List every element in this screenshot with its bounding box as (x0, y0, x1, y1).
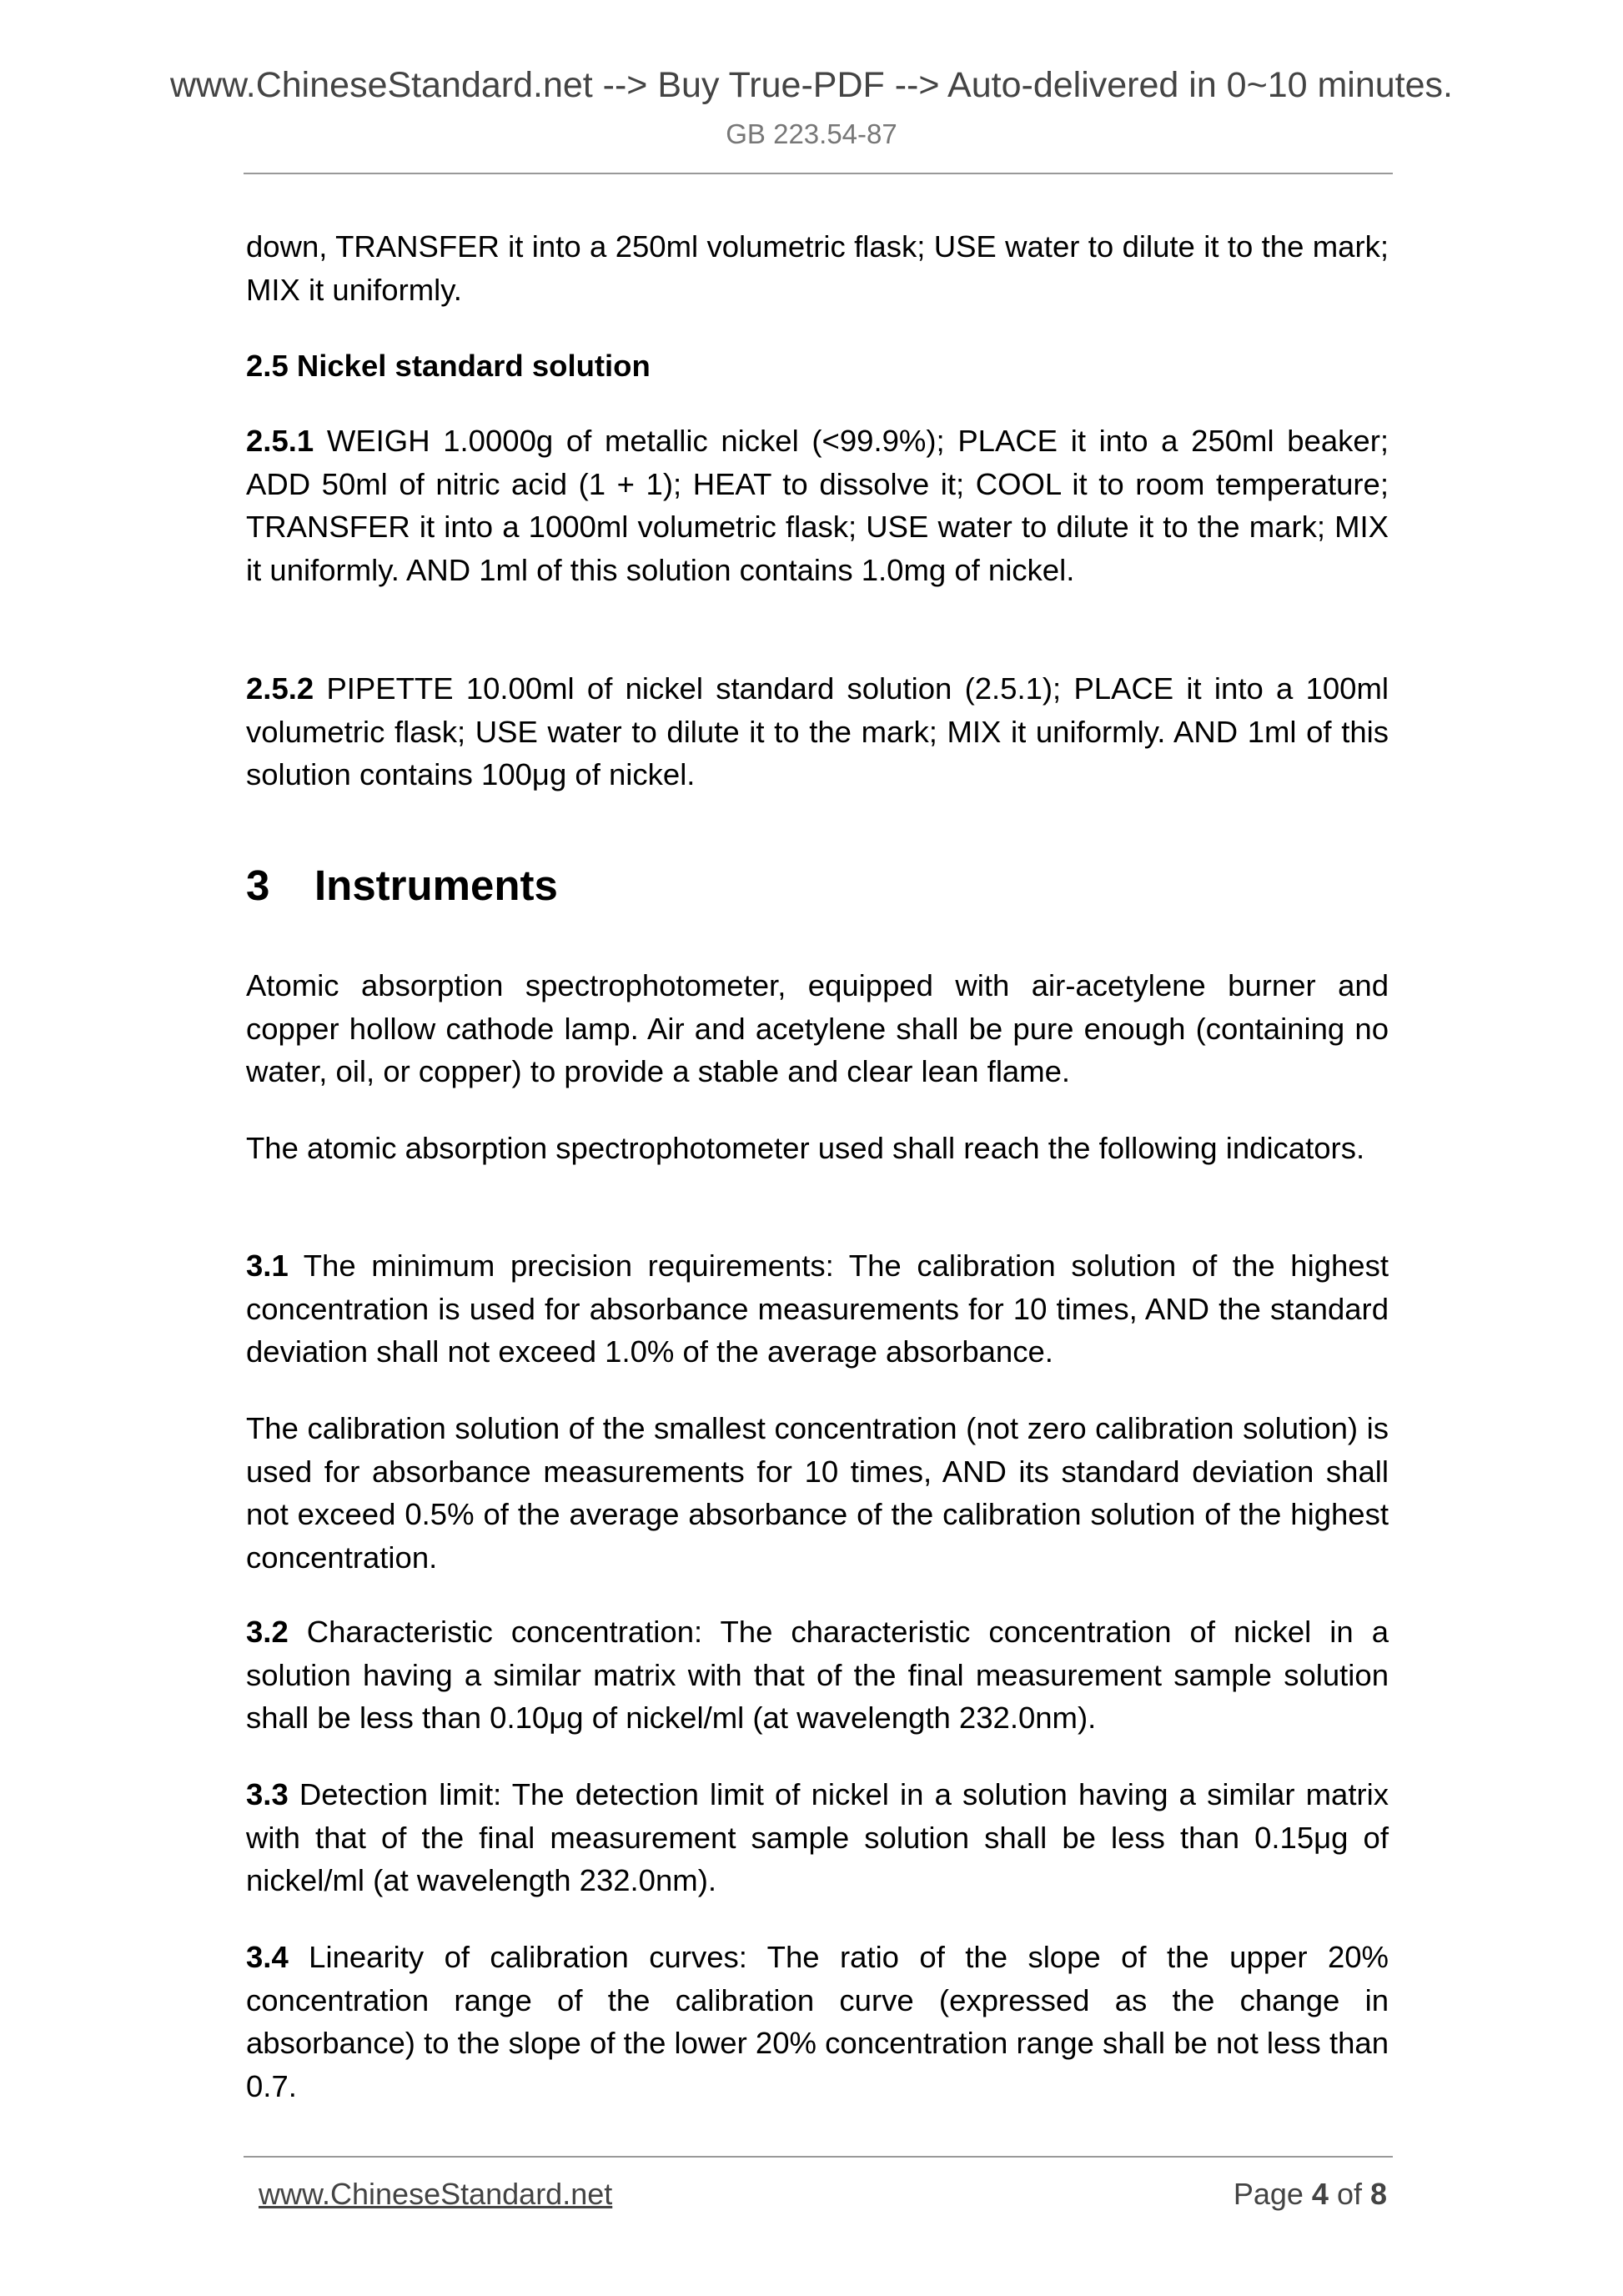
header-banner: www.ChineseStandard.net --> Buy True-PDF --> Auto-delivered in 0~10 minutes. (169, 65, 1453, 105)
clause-number: 2.5.1 (246, 424, 314, 458)
clause-number: 3.1 (246, 1248, 289, 1283)
paragraph-3-4 (246, 1936, 1389, 2108)
clause-number: 2.5.2 (246, 671, 314, 706)
page-prefix: Page (1233, 2177, 1312, 2211)
footer-site-link[interactable]: www.ChineseStandard.net (259, 2177, 613, 2211)
clause-text: Detection limit: The detection limit of nickel in a solution having a similar matrix with that of the final measurement sample solution shall be less than 0.15μg of nickel/ml (at wavelength 232.0nm). (246, 1777, 1389, 1897)
heading-2-5: 2.5 Nickel standard solution (246, 349, 651, 383)
page-number (1234, 2177, 1387, 2212)
paragraph-3-3 (246, 1773, 1389, 1902)
paragraph-indicators: The atomic absorption spectrophotometer used shall reach the following indicators. (246, 1131, 1365, 1165)
footer-divider (244, 2156, 1393, 2158)
clause-text: Characteristic concentration: The characteristic concentration of nickel in a solution having a similar matrix with that of the final measurement sample solution shall be less than 0.10μg of nickel/ml (at wavelength 232.0nm). (246, 1615, 1389, 1735)
paragraph-3-1 (246, 1244, 1389, 1374)
clause-text: The minimum precision requirements: The calibration solution of the highest concentration is used for absorbance measurements for 10 times, AND the standard deviation shall not exceed 1.0% of the average absorbance. (246, 1248, 1389, 1369)
paragraph-2-5-2 (246, 667, 1389, 796)
paragraph-2-5-1 (246, 420, 1389, 591)
clause-number: 3.3 (246, 1777, 289, 1811)
paragraph-3-2 (246, 1610, 1389, 1740)
page-of: of (1328, 2177, 1370, 2211)
clause-text: PIPETTE 10.00ml of nickel standard solution (2.5.1); PLACE it into a 100ml volumetric flask; USE water to dilute it to the mark; MIX it uniformly. AND 1ml of this solution contains 100μg of nickel. (246, 671, 1389, 791)
page-current: 4 (1311, 2177, 1329, 2211)
page-total: 8 (1369, 2177, 1387, 2211)
clause-number: 3.2 (246, 1615, 289, 1649)
section-title: Instruments (314, 862, 558, 909)
section-number: 3 (246, 862, 270, 909)
heading-3-instruments (246, 861, 558, 910)
clause-number: 3.4 (246, 1940, 289, 1974)
header-divider (244, 173, 1393, 174)
paragraph-instruments: Atomic absorption spectrophotometer, equipped with air-acetylene burner and copper hollow cathode lamp. Air and acetylene shall be pure enough (containing no water, oil, or copper) to provide a stable and clear lean flame. (246, 968, 1389, 1088)
paragraph-continuation: down, TRANSFER it into a 250ml volumetric flask; USE water to dilute it to the mark; MIX it uniformly. (246, 229, 1389, 307)
document-code: GB 223.54-87 (726, 118, 897, 149)
paragraph-3-1-smallest: The calibration solution of the smallest concentration (not zero calibration solution) is used for absorbance measurements for 10 times, AND its standard deviation shall not exceed 0.5% of the average absorbance of the calibration solution of the highest concentration. (246, 1411, 1389, 1575)
clause-text: Linearity of calibration curves: The ratio of the slope of the upper 20% concentration range of the calibration curve (expressed as the change in absorbance) to the slope of the lower 20% concentration range shall be not less than 0.7. (246, 1940, 1389, 2103)
clause-text: WEIGH 1.0000g of metallic nickel (<99.9%); PLACE it into a 250ml beaker; ADD 50ml of nitric acid (1 + 1); HEAT to dissolve it; COOL it to room temperature; TRANSFER it into a 1000ml volumetric flask; USE water to dilute it to the mark; MIX it uniformly. AND 1ml of this solution contains 1.0mg of nickel. (246, 424, 1389, 587)
